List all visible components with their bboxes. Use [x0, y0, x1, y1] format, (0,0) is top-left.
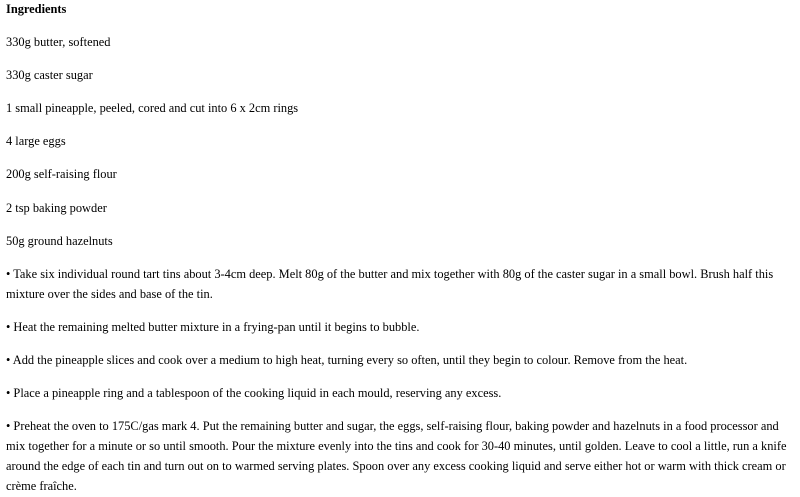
ingredient-item: 200g self-raising flour: [6, 167, 117, 181]
method-step: • Place a pineapple ring and a tablespoon of the cooking liquid in each mould, reserving any excess.: [6, 386, 502, 400]
ingredient-item: 4 large eggs: [6, 134, 66, 148]
method-step: • Heat the remaining melted butter mixture in a frying-pan until it begins to bubble.: [6, 320, 420, 334]
method-step: • Preheat the oven to 175C/gas mark 4. Put the remaining butter and sugar, the eggs, self-raising flour, baking powder and hazelnuts in a food processor and mix together for a minute or so until smooth. Pour the mixture evenly into the tins and cook for 30-40 minutes, until golden. Leave to cool a little, run a knife around the edge of each tin and turn out on to warmed serving plates. Spoon over any excess cooking liquid and serve either hot or warm with thick cream or crème fraîche.: [6, 419, 787, 493]
method-step: • Take six individual round tart tins about 3-4cm deep. Melt 80g of the butter and mix together with 80g of the caster sugar in a small bowl. Brush half this mixture over the sides and base of the tin.: [6, 267, 774, 301]
ingredient-item: 330g caster sugar: [6, 68, 93, 82]
ingredient-item: 50g ground hazelnuts: [6, 234, 113, 248]
ingredient-item: 330g butter, softened: [6, 35, 111, 49]
ingredient-item: 2 tsp baking powder: [6, 201, 107, 215]
method-step: • Add the pineapple slices and cook over a medium to high heat, turning every so often, until they begin to colour. Remove from the heat.: [6, 353, 688, 367]
ingredient-item: 1 small pineapple, peeled, cored and cut into 6 x 2cm rings: [6, 101, 299, 115]
ingredients-heading: Ingredients: [6, 2, 67, 16]
